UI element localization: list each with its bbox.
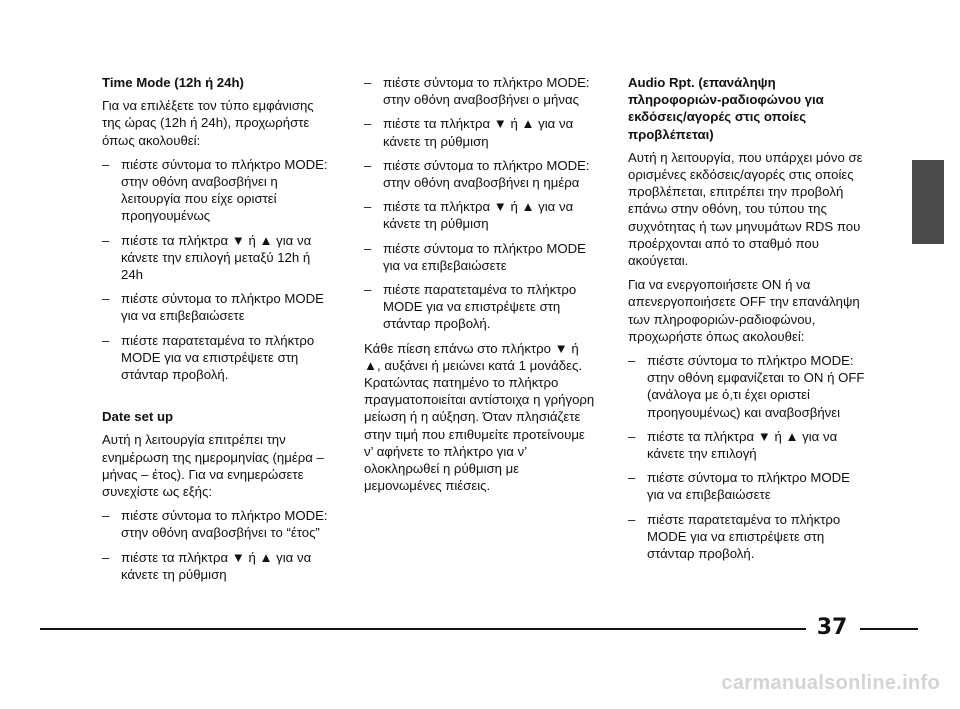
paragraph: Κάθε πίεση επάνω στο πλήκτρο ▼ ή ▲, αυξάνει ή μειώνει κατά 1 μονάδες. Κρατώντας πατημένο το πλήκτρο πραγματοποιείται αντίστοιχα η γρήγορη μείωση ή η αύξηση. Όταν πλησιάζετε στην τιμή που επιθυμείτε προτείνουμε ν’ αφήνετε το πλήκτρο για ν’ ολοκληρωθεί η ρύθμιση με μεμονωμένες πιέσεις. [364,340,595,494]
section-heading-date-setup: Date set up [102,409,174,425]
paragraph: Για να ενεργοποιήσετε ON ή να απενεργοποιήσετε OFF την επανάληψη των πληροφοριών-ραδιοφώνου, προχωρήστε όπως ακολουθεί: [628,277,860,344]
list-item: – πιέστε σύντομα το πλήκτρο MODE: στην οθόνη εμφανίζεται το ON ή OFF (ανάλογα με ό,τι έχει οριστεί προηγουμένως) και αναβοσβήνει [628,352,868,421]
spacer [102,390,330,408]
section-heading-time-mode: Time Mode (12h ή 24h) [102,75,244,90]
column-middle [364,74,596,501]
list-item: – πιέστε παρατεταμένα το πλήκτρο MODE για να επιστρέψετε στη στάνταρ προβολή. [628,511,868,563]
list-item: – πιέστε τα πλήκτρα ▼ ή ▲ για να κάνετε την επιλογή [628,428,868,462]
column-left [102,74,330,590]
list-item: – πιέστε σύντομα το πλήκτρο MODE για να επιβεβαιώσετε [628,469,868,503]
list-item: – πιέστε σύντομα το πλήκτρο MODE για να επιβεβαιώσετε [102,290,330,324]
column-right [628,74,868,569]
list-item: – πιέστε σύντομα το πλήκτρο MODE: στην οθόνη αναβοσβήνει η ημέρα [364,157,596,191]
footer-rule-right [860,628,918,630]
list-item: – πιέστε τα πλήκτρα ▼ ή ▲ για να κάνετε τη ρύθμιση [364,115,596,149]
paragraph: Αυτή η λειτουργία επιτρέπει την ενημέρωση της ημερομηνίας (ημέρα – μήνας – έτος). Για να ενημερώσετε συνεχίστε ως εξής: [102,432,324,500]
paragraph: Για να επιλέξετε τον τύπο εμφάνισης της ώρας (12h ή 24h), προχωρήστε όπως ακολουθεί: [102,98,314,148]
list-item: – πιέστε τα πλήκτρα ▼ ή ▲ για να κάνετε τη ρύθμιση [102,549,330,583]
list-item: – πιέστε παρατεταμένα το πλήκτρο MODE για να επιστρέψετε στη στάνταρ προβολή. [102,332,330,384]
list-item: – πιέστε παρατεταμένα το πλήκτρο MODE για να επιστρέψετε στη στάνταρ προβολή. [364,281,596,333]
list-item: – πιέστε τα πλήκτρα ▼ ή ▲ για να κάνετε τη ρύθμιση [364,198,596,232]
section-heading-audio-rpt: Audio Rpt. (επανάληψη πληροφοριών-ραδιοφώνου για εκδόσεις/αγορές στις οποίες προβλέπεται) [628,75,824,142]
list-item: – πιέστε σύντομα το πλήκτρο MODE: στην οθόνη αναβοσβήνει ο μήνας [364,74,596,108]
list-item: – πιέστε σύντομα το πλήκτρο MODE για να επιβεβαιώσετε [364,240,596,274]
list-item: – πιέστε σύντομα το πλήκτρο MODE: στην οθόνη αναβοσβήνει η λειτουργία που είχε οριστεί προηγουμένως [102,156,330,225]
page-number: 37 [816,615,848,640]
footer-rule-left [40,628,806,630]
watermark: carmanualsonline.info [721,672,940,694]
paragraph: Αυτή η λειτουργία, που υπάρχει μόνο σε ορισμένες εκδόσεις/αγορές στις οποίες προβλέπεται, επιτρέπει την προβολή επάνω στην οθόνη, του τύπου της συχνότητας ή των μηνυμάτων RDS που προέρχονται από το σταθμό που ακούγεται. [628,149,863,269]
section-tab-marker [912,160,944,244]
list-item: – πιέστε τα πλήκτρα ▼ ή ▲ για να κάνετε την επιλογή μεταξύ 12h ή 24h [102,232,330,284]
list-item: – πιέστε σύντομα το πλήκτρο MODE: στην οθόνη αναβοσβήνει το “έτος” [102,507,330,541]
